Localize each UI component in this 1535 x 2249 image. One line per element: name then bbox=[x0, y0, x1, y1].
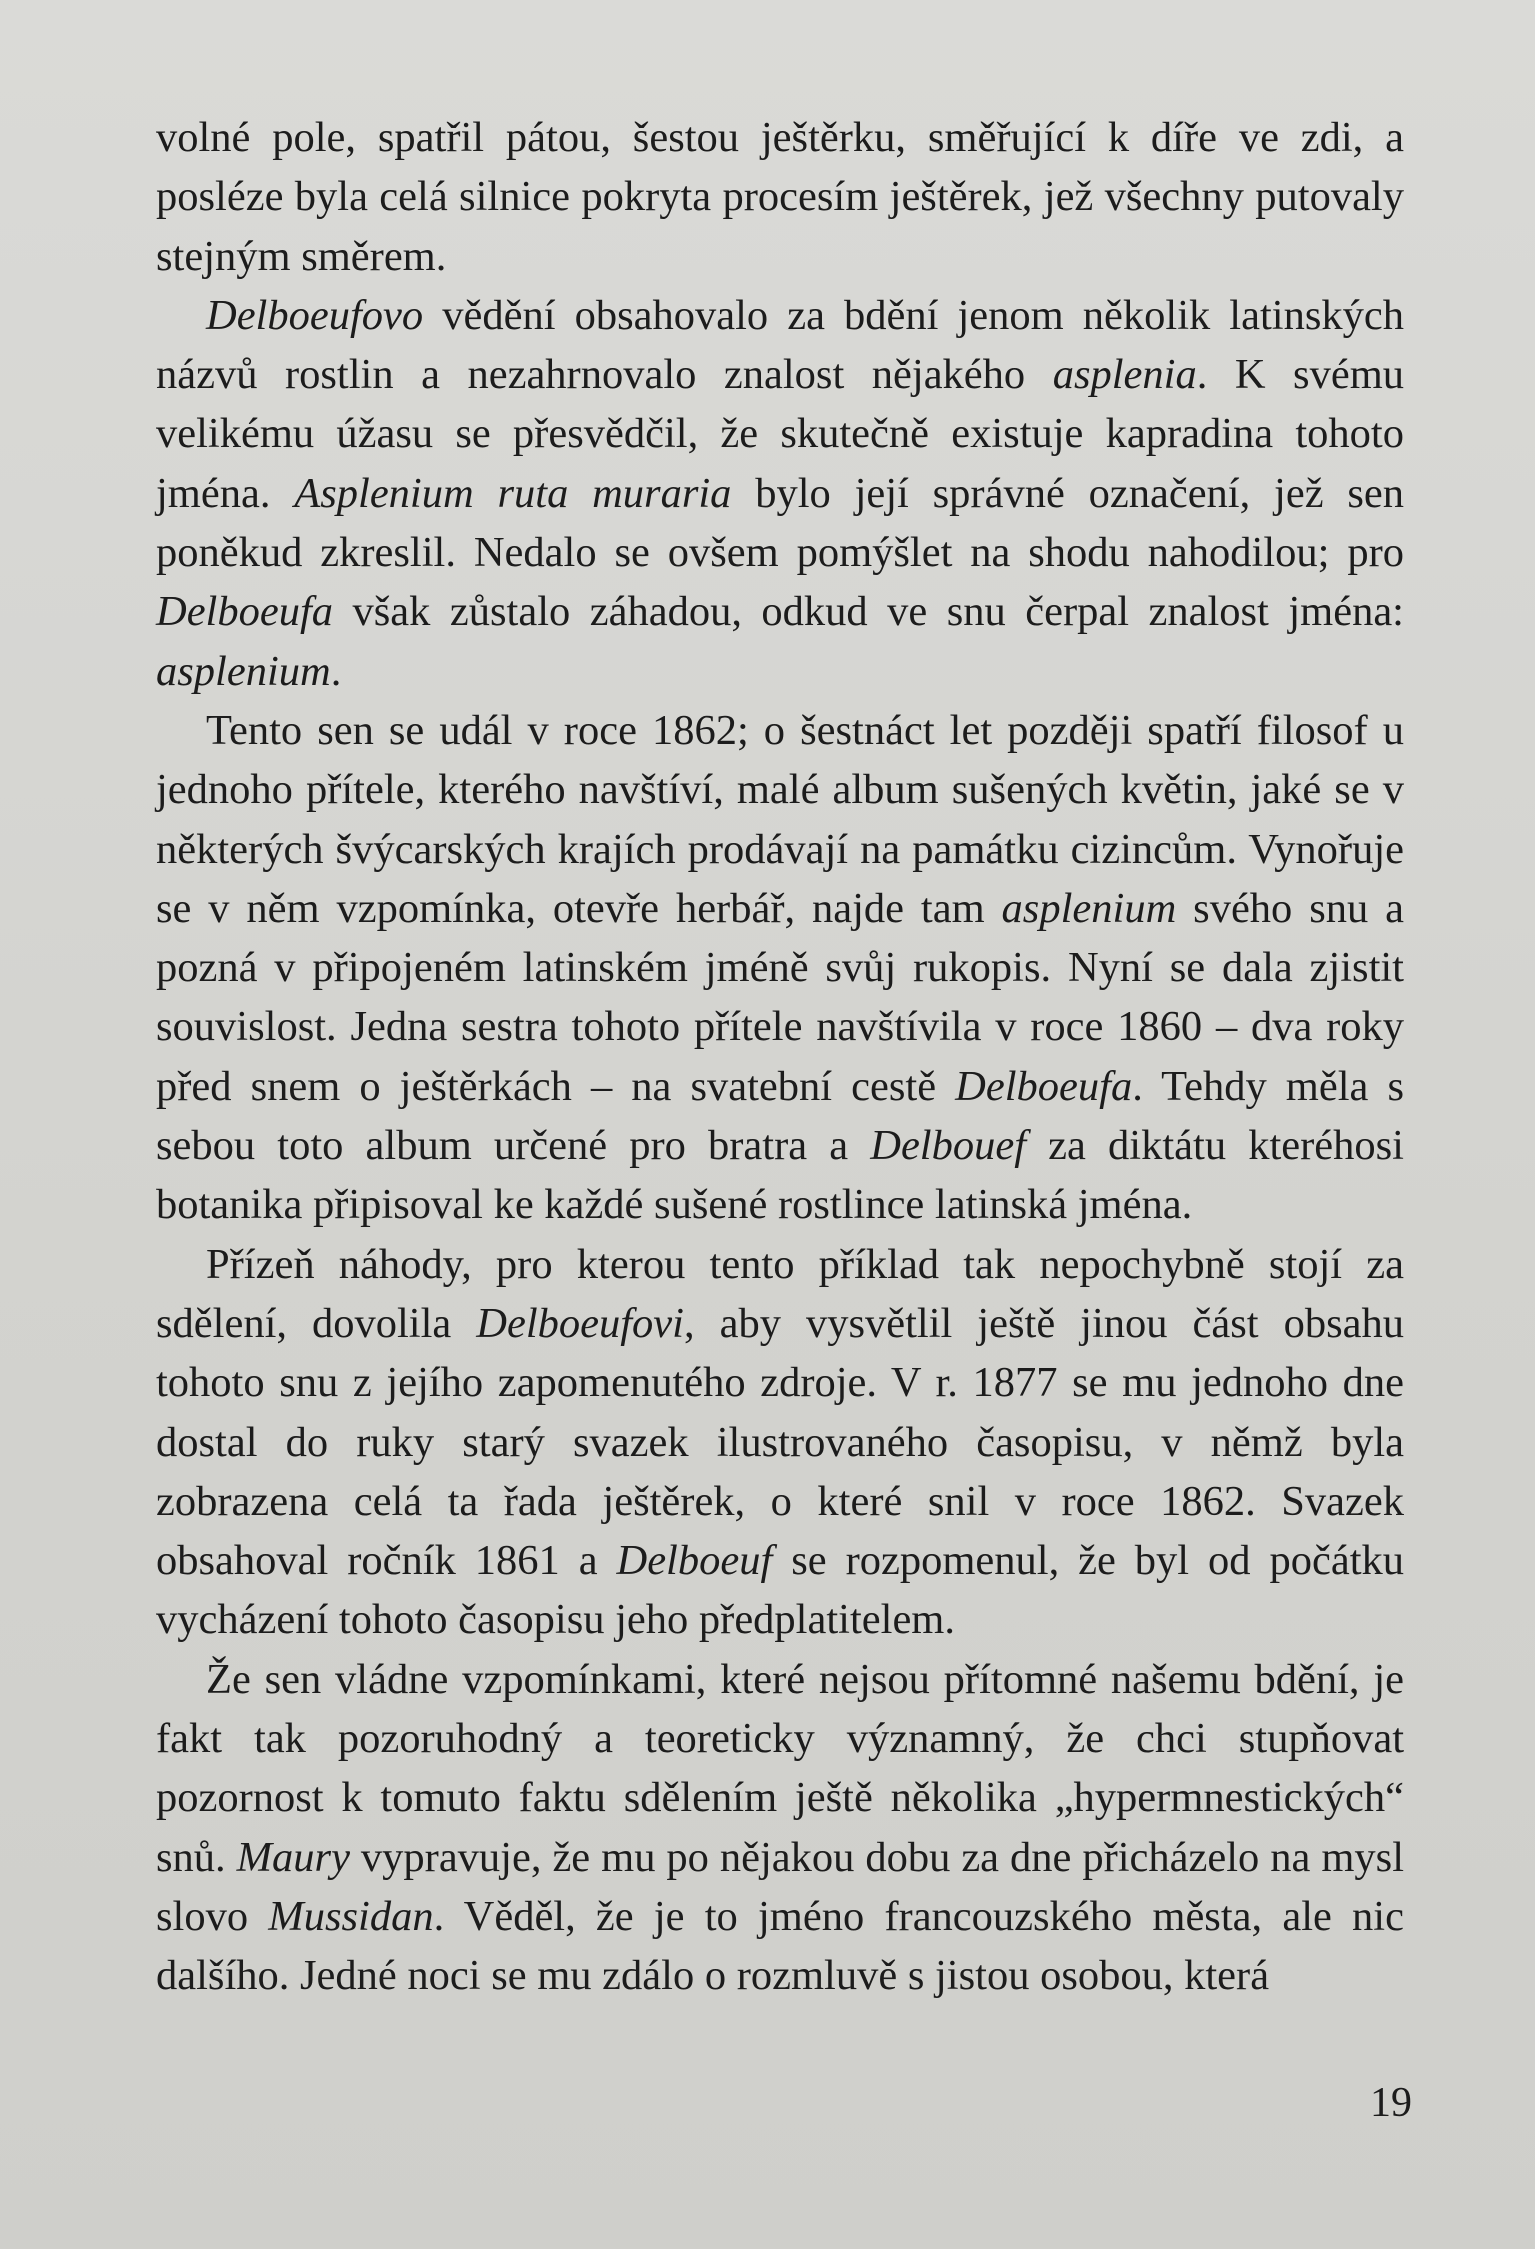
italic-term: Asplenium ruta muraria bbox=[294, 469, 732, 517]
text-run: vědění obsahovalo za bdění jenom několik latinských názvů rostlin a nezahrnovalo znalost nějakého bbox=[156, 291, 1404, 399]
text-run: . Věděl, že je to jméno francouzského města, ale nic dalšího. Jedné noci se mu zdálo o rozmluvě s jistou osobou, která bbox=[156, 1892, 1404, 2000]
italic-term: asplenium bbox=[1001, 884, 1177, 932]
italic-name: Delboeufa bbox=[955, 1062, 1133, 1110]
body-text bbox=[156, 108, 1404, 2006]
italic-term: asplenia bbox=[1052, 351, 1197, 399]
page-number: 19 bbox=[1370, 2080, 1412, 2126]
italic-name: Delboeufovo bbox=[206, 291, 424, 339]
text-run: svého snu a pozná v připojeném latinském jméně svůj rukopis. Nyní se dala zjistit souvislost. Jedna sestra tohoto přítele navštívila v roce 1860 – dva roky před snem o ještěrkách – na svatební cestě bbox=[156, 884, 1404, 1110]
text-run: za diktátu kteréhosi botanika připisoval ke každé sušené rostlince latinská jména. bbox=[156, 1122, 1404, 1229]
text-run: . K svému velikému úžasu se přesvědčil, že skutečně existuje kapradina tohoto jména. bbox=[156, 351, 1405, 517]
text-run: Tento sen se udál v roce 1862; o šestnáct let později spatří filosof u jednoho přítele, kterého navštíví, malé album sušených květin, jaké se v některých švýcarských krajích prodávají na památku cizincům. Vynořuje se v něm vzpomínka, otevře herbář, najde tam bbox=[156, 706, 1404, 932]
paragraph bbox=[156, 1650, 1404, 2006]
italic-name: Maury bbox=[236, 1833, 350, 1881]
paragraph bbox=[156, 286, 1404, 701]
text-run: . bbox=[330, 647, 342, 695]
italic-term: asplenium bbox=[156, 647, 331, 695]
italic-name: Delbouef bbox=[870, 1122, 1027, 1170]
italic-term: Mussidan bbox=[268, 1892, 434, 1940]
paragraph bbox=[156, 1235, 1404, 1650]
text-run: se rozpomenul, že byl od počátku vycházení tohoto časopisu jeho předplatitelem. bbox=[156, 1537, 1404, 1644]
italic-name: Delboeufovi bbox=[476, 1299, 684, 1347]
text-run: Že sen vládne vzpomínkami, které nejsou přítomné našemu bdění, je fakt tak pozoruhodný a teoreticky významný, že chci stupňovat pozornost k tomuto faktu sdělením ještě několika „hypermnestických“ snů. bbox=[156, 1655, 1404, 1881]
text-run: bylo její správné označení, jež sen poněkud zkreslil. Nedalo se ovšem pomýšlet na shodu nahodilou; pro bbox=[156, 469, 1404, 577]
italic-name: Delboeufa bbox=[156, 588, 334, 636]
paragraph bbox=[156, 108, 1404, 286]
text-run: volné pole, spatřil pátou, šestou ještěrku, směřující k díře ve zdi, a posléze byla celá silnice pokryta procesím ještěrek, jež všechny putovaly stejným směrem. bbox=[156, 114, 1404, 280]
paragraph bbox=[156, 701, 1404, 1235]
text-run: . Tehdy měla s sebou toto album určené pro bratra a bbox=[156, 1062, 1404, 1170]
text-run: Přízeň náhody, pro kterou tento příklad tak nepochybně stojí za sdělení, dovolila bbox=[156, 1240, 1404, 1347]
text-run: , aby vysvětlil ještě jinou část obsahu tohoto snu z jejího zapomenutého zdroje. V r. 1877 se mu jednoho dne dostal do ruky starý svazek ilustrovaného časopisu, v němž byla zobrazena celá ta řada ještěrek, o které snil v roce 1862. Svazek obsahoval ročník 1861 a bbox=[156, 1299, 1404, 1585]
text-run: vypravuje, že mu po nějakou dobu za dne přicházelo na mysl slovo bbox=[156, 1833, 1405, 1940]
text-run: však zůstalo záhadou, odkud ve snu čerpal znalost jména: bbox=[333, 588, 1404, 636]
italic-name: Delboeuf bbox=[616, 1537, 773, 1585]
